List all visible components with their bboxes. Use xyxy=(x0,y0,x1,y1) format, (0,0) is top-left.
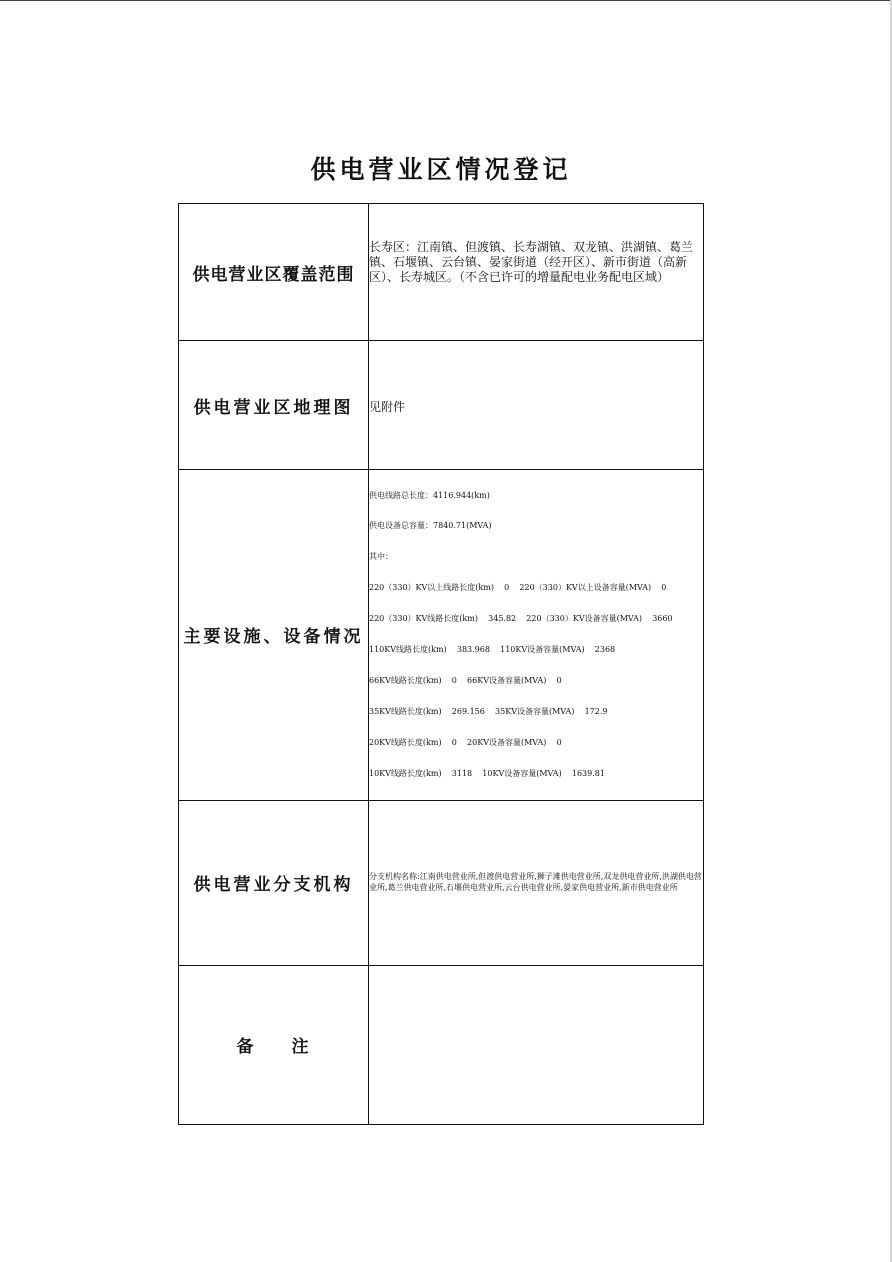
branches-cell xyxy=(369,800,704,965)
facilities-line: 220（330）KV线路长度(km) 345.82 220（330）KV设备容量(MVA) 3660 xyxy=(369,614,673,624)
map-reference-text: 见附件 xyxy=(369,399,406,414)
coverage-label: 供电营业区覆盖范围 xyxy=(179,204,369,341)
facilities-line: 20KV线路长度(km) 0 20KV设备容量(MVA) 0 xyxy=(369,737,562,747)
facilities-line: 10KV线路长度(km) 3118 10KV设备容量(MVA) 1639.81 xyxy=(369,768,605,778)
facilities-line: 110KV线路长度(km) 383.968 110KV设备容量(MVA) 2368 xyxy=(369,645,616,655)
facilities-line: 供电设备总容量：7840.71(MVA) xyxy=(369,521,492,531)
registration-table xyxy=(178,203,704,1125)
table-row-map xyxy=(179,341,704,470)
map-label: 供电营业区地理图 xyxy=(179,341,369,470)
remarks-cell xyxy=(369,965,704,1124)
branches-text: 分支机构名称:江南供电营业所,但渡供电营业所,狮子滩供电营业所,双龙供电营业所,洪湖供电营业所,葛兰供电营业所,石堰供电营业所,云台供电营业所,晏家供电营业所,新市供电营业所 xyxy=(369,872,702,892)
table-row-remarks xyxy=(179,965,704,1124)
branches-label: 供电营业分支机构 xyxy=(179,800,369,965)
coverage-cell xyxy=(369,204,704,341)
facilities-line: 220（330）KV以上线路长度(km) 0 220（330）KV以上设备容量(MVA) 0 xyxy=(369,583,667,593)
page-top-border xyxy=(0,0,892,1)
facilities-label: 主要设施、设备情况 xyxy=(179,470,369,801)
facilities-line: 其中： xyxy=(369,552,393,562)
remarks-label-part: 注 xyxy=(291,1037,311,1057)
facilities-cell xyxy=(369,470,704,801)
page-title: 供电营业区情况登记 xyxy=(310,155,572,184)
table-row-branches xyxy=(179,800,704,965)
map-cell xyxy=(369,341,704,470)
facilities-list xyxy=(369,470,703,800)
remarks-label-part: 备 xyxy=(236,1037,256,1057)
table-row-facilities xyxy=(179,470,704,801)
facilities-line: 66KV线路长度(km) 0 66KV设备容量(MVA) 0 xyxy=(369,675,562,685)
facilities-line: 35KV线路长度(km) 269.156 35KV设备容量(MVA) 172.9 xyxy=(369,706,608,716)
coverage-text: 长寿区：江南镇、但渡镇、长寿湖镇、双龙镇、洪湖镇、葛兰镇、石堰镇、云台镇、晏家街道（经开区）、新市街道（高新区）、长寿城区。（不含已许可的增量配电业务配电区域） xyxy=(369,239,694,284)
remarks-label xyxy=(179,965,369,1124)
table-row-coverage xyxy=(179,204,704,341)
facilities-line: 供电线路总长度：4116.944(km) xyxy=(369,490,490,500)
